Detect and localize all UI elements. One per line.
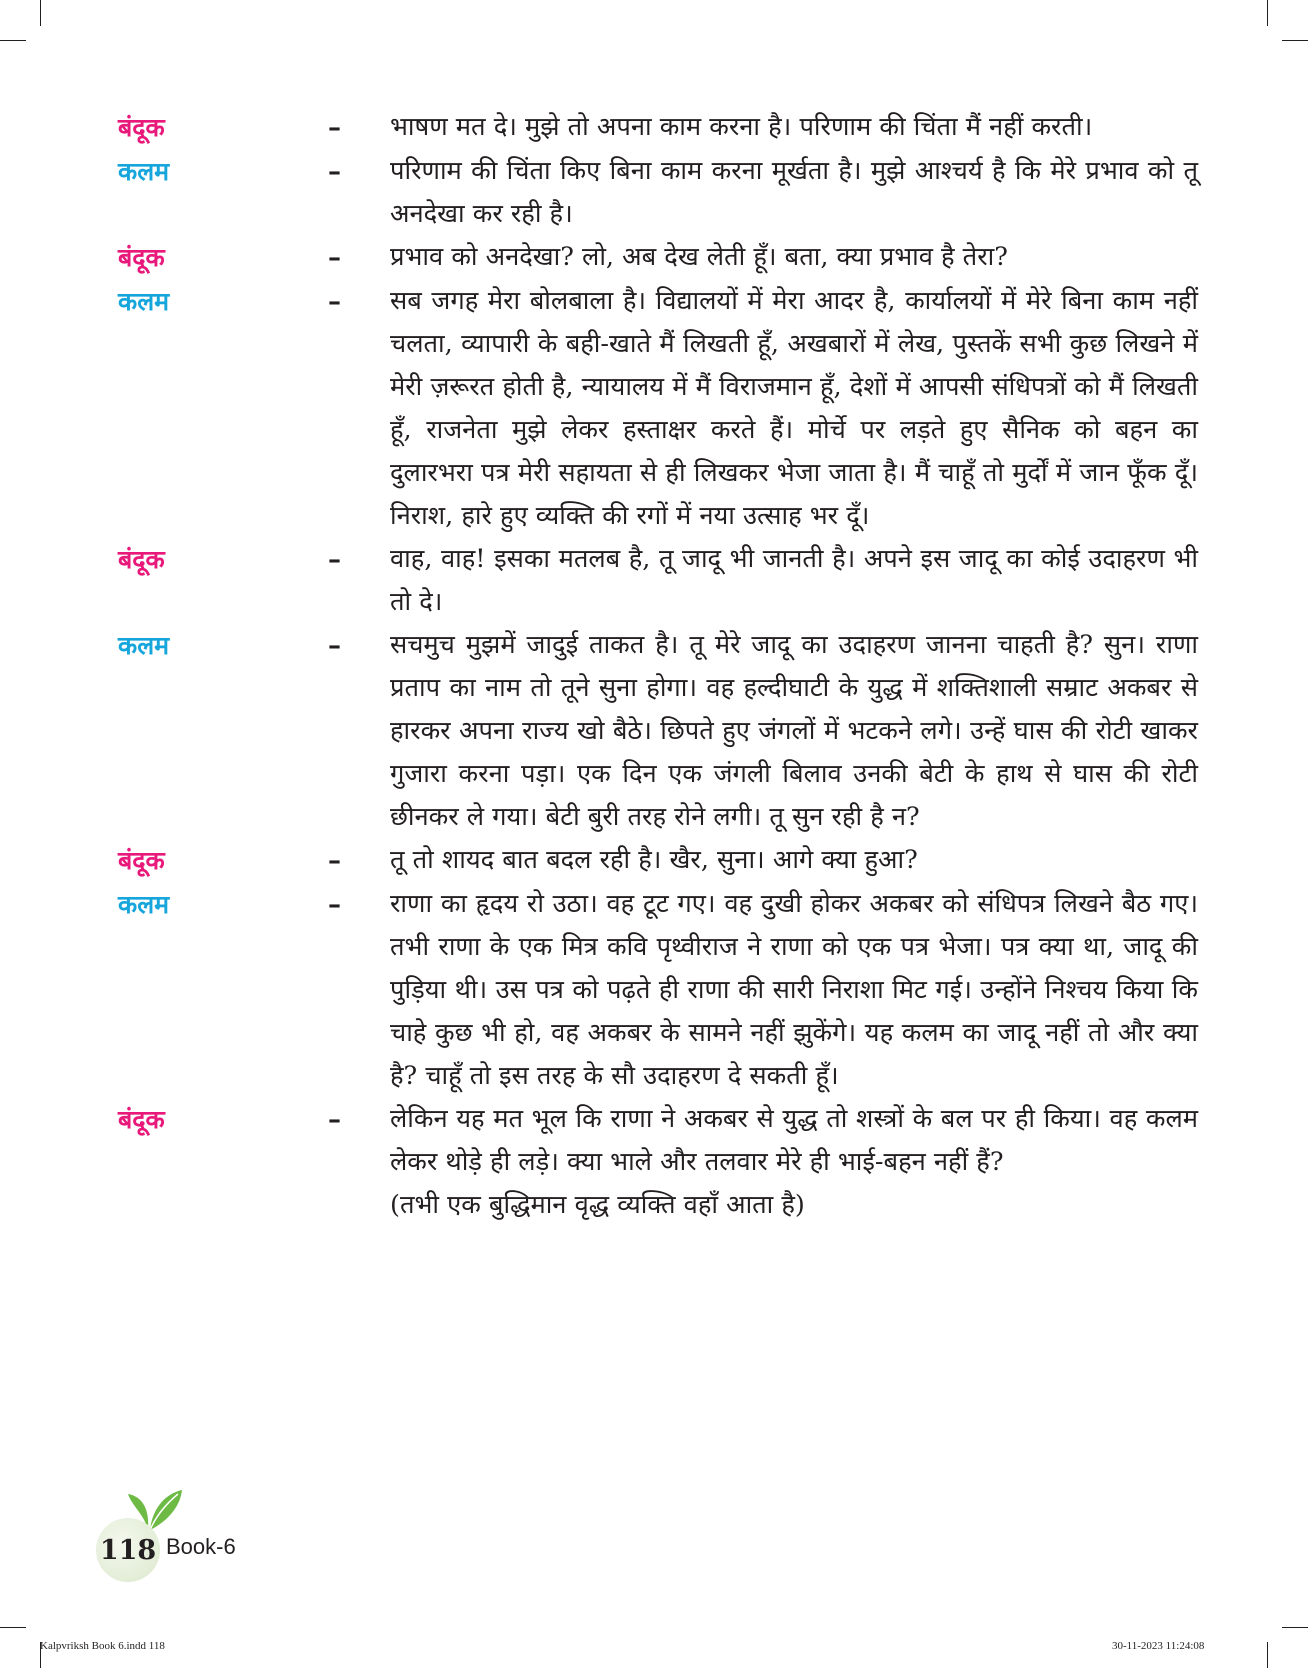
speech-text: प्रभाव को अनदेखा? लो, अब देख लेती हूँ। बता, क्या प्रभाव है तेरा? xyxy=(390,242,1008,272)
book-label: Book-6 xyxy=(166,1534,236,1559)
crop-mark-top-left-h xyxy=(0,40,26,41)
dialogue-line xyxy=(118,1098,1198,1184)
crop-mark-top-right-h xyxy=(1282,40,1308,41)
dialogue-line xyxy=(118,624,1198,839)
speaker-label: बंदूक xyxy=(118,113,165,142)
speaker-label: बंदूक xyxy=(118,545,165,574)
dialogue-line xyxy=(118,150,1198,236)
dash: – xyxy=(328,113,341,143)
dialogue-line xyxy=(118,538,1198,624)
dash: – xyxy=(328,287,341,317)
crop-mark-bottom-right-h xyxy=(1282,1627,1308,1628)
page-number-badge xyxy=(96,1518,160,1582)
stage-direction: (तभी एक बुद्धिमान वृद्ध व्यक्ति वहाँ आता है) xyxy=(390,1190,805,1220)
speaker-label: बंदूक xyxy=(118,243,165,272)
dash: – xyxy=(328,1105,341,1135)
speaker-label: बंदूक xyxy=(118,1105,165,1134)
speech-text: लेकिन यह मत भूल कि राणा ने अकबर से युद्ध तो शस्त्रों के बल पर ही किया। वह कलम लेकर थोड़े ही लड़े। क्या भाले और तलवार मेरे ही भाई-बहन नहीं हैं? xyxy=(390,1104,1198,1177)
dialogue-line xyxy=(118,106,1198,150)
speech-text: राणा का हृदय रो उठा। वह टूट गए। वह दुखी होकर अकबर को संधिपत्र लिखने बैठ गए। तभी राणा के एक मित्र कवि पृथ्वीराज ने राणा को एक पत्र भेजा। पत्र क्या था, जादू की पुड़िया थी। उस पत्र को पढ़ते ही राणा की सारी निराशा मिट गई। उन्होंने निश्चय किया कि चाहे कुछ भी हो, वह अकबर के सामने नहीं झुकेंगे। यह कलम का जादू नहीं तो और क्या है? चाहूँ तो इस तरह के सौ उदाहरण दे सकती हूँ। xyxy=(390,889,1198,1091)
speech-text: सचमुच मुझमें जादुई ताकत है। तू मेरे जादू का उदाहरण जानना चाहती है? सुन। राणा प्रताप का नाम तो तूने सुना होगा। वह हल्दीघाटी के युद्ध में शक्तिशाली सम्राट अकबर से हारकर अपना राज्य खो बैठे। छिपते हुए जंगलों में भटकने लगे। उन्हें घास की रोटी खाकर गुजारा करना पड़ा। एक दिन एक जंगली बिलाव उनकी बेटी के हाथ से घास की रोटी छीनकर ले गया। बेटी बुरी तरह रोने लगी। तू सुन रही है न? xyxy=(390,630,1198,832)
dash: – xyxy=(328,157,341,187)
footer-left: Kalpvriksh Book 6.indd 118 xyxy=(40,1640,165,1652)
dash: – xyxy=(328,890,341,920)
speaker-label: बंदूक xyxy=(118,846,165,875)
footer-right: 30-11-2023 11:24:08 xyxy=(1112,1640,1205,1652)
speech-text: तू तो शायद बात बदल रही है। खैर, सुना। आगे क्या हुआ? xyxy=(390,845,918,875)
dash: – xyxy=(328,846,341,876)
dash: – xyxy=(328,243,341,273)
page-number: 118 xyxy=(99,1534,157,1566)
speaker-label: कलम xyxy=(118,287,170,316)
dialogue-line xyxy=(118,236,1198,280)
dialogue-line xyxy=(118,280,1198,538)
dialogue xyxy=(118,106,1198,1227)
speech-text: वाह, वाह! इसका मतलब है, तू जादू भी जानती है। अपने इस जादू का कोई उदाहरण भी तो दे। xyxy=(390,544,1198,617)
speaker-label: कलम xyxy=(118,157,170,186)
dialogue-line xyxy=(118,883,1198,1098)
speaker-label: कलम xyxy=(118,631,170,660)
speech-text: भाषण मत दे। मुझे तो अपना काम करना है। परिणाम की चिंता मैं नहीं करती। xyxy=(390,112,1093,142)
stage-direction-row xyxy=(118,1184,1198,1227)
dash: – xyxy=(328,631,341,661)
crop-mark-bottom-left-h xyxy=(0,1627,26,1628)
dash: – xyxy=(328,545,341,575)
crop-mark-bottom-right-v xyxy=(1267,1642,1268,1668)
crop-mark-top-left-v xyxy=(40,0,41,26)
crop-mark-top-right-v xyxy=(1267,0,1268,26)
speaker-label: कलम xyxy=(118,890,170,919)
speech-text: सब जगह मेरा बोलबाला है। विद्यालयों में मेरा आदर है, कार्यालयों में मेरे बिना काम नहीं चलता, व्यापारी के बही-खाते मैं लिखती हूँ, अखबारों में लेख, पुस्तकें सभी कुछ लिखने में मेरी ज़रूरत होती है, न्यायालय में मैं विराजमान हूँ, देशों में आपसी संधिपत्रों को मैं लिखती हूँ, राजनेता मुझे लेकर हस्ताक्षर करते हैं। मोर्चे पर लड़ते हुए सैनिक को बहन का दुलारभरा पत्र मेरी सहायता से ही लिखकर भेजा जाता है। मैं चाहूँ तो मुर्दों में जान फूँक दूँ। निराश, हारे हुए व्यक्ति की रगों में नया उत्साह भर दूँ। xyxy=(390,286,1198,531)
speech-text: परिणाम की चिंता किए बिना काम करना मूर्खता है। मुझे आश्चर्य है कि मेरे प्रभाव को तू अनदेखा कर रही है। xyxy=(390,156,1198,229)
dialogue-line xyxy=(118,839,1198,883)
